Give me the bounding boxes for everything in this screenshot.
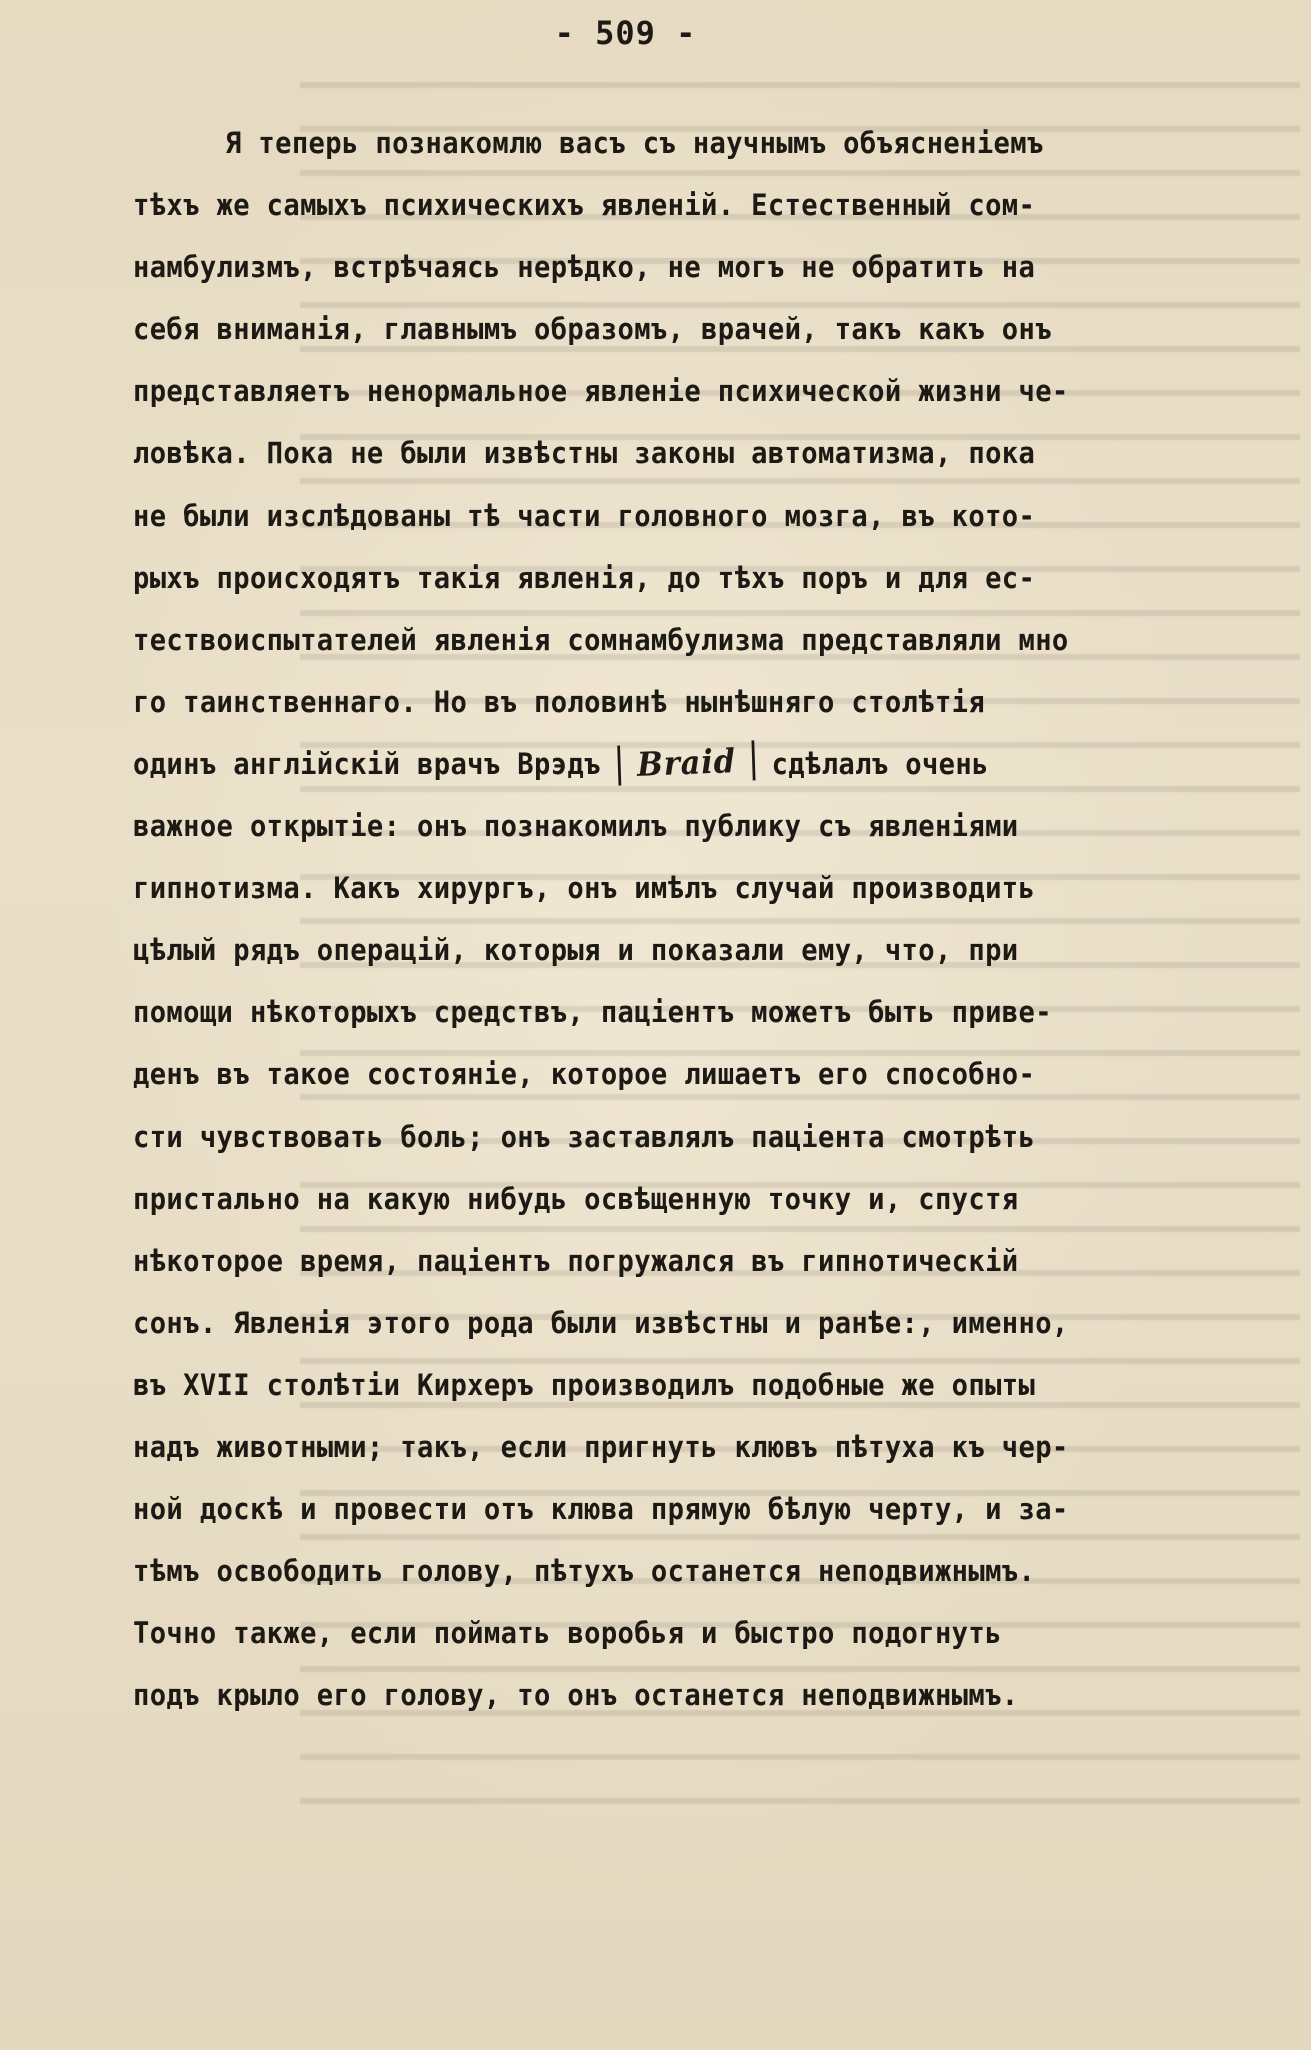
body-text bbox=[133, 112, 1303, 1726]
text-line: сти чувствовать боль; онъ заставлялъ паціента смотрѣть bbox=[133, 1119, 1036, 1154]
text-line: рыхъ происходятъ такія явленія, до тѣхъ поръ и для ес- bbox=[133, 560, 1036, 595]
text-line: подъ крыло его голову, то онъ останется неподвижнымъ. bbox=[133, 1678, 1019, 1713]
text-line: тѣхъ же самыхъ психическихъ явленій. Естественный сом- bbox=[133, 188, 1036, 223]
text-line: тествоиспытателей явленія сомнамбулизма представляли мно bbox=[133, 622, 1069, 657]
text-line: Я теперь познакомлю васъ съ научнымъ объясненіемъ bbox=[225, 126, 1044, 160]
text-line: не были изслѣдованы тѣ части головного мозга, въ кото- bbox=[133, 498, 1036, 533]
text-line: денъ въ такое состояніе, которое лишаетъ его способно- bbox=[133, 1057, 1036, 1092]
text-line: пристально на какую нибудь освѣщенную точку и, спустя bbox=[133, 1181, 1019, 1216]
text-line: въ XVII столѣтіи Кирхеръ производилъ подобные же опыты bbox=[133, 1367, 1036, 1402]
text-line: ной доскѣ и провести отъ клюва прямую бѣлую черту, и за- bbox=[133, 1492, 1069, 1527]
text-line: Точно также, если поймать воробья и быстро подогнуть bbox=[133, 1616, 1002, 1651]
text-line: помощи нѣкоторыхъ средствъ, паціентъ можетъ быть приве- bbox=[133, 995, 1052, 1030]
text-line: нѣкоторое время, паціентъ погружался въ гипнотическій bbox=[133, 1243, 1019, 1278]
text-line: надъ животными; такъ, если пригнуть клювъ пѣтуха къ чер- bbox=[133, 1429, 1069, 1464]
text-line: представляетъ ненормальное явленіе психической жизни че- bbox=[133, 374, 1069, 409]
page-number: - 509 - bbox=[554, 14, 697, 52]
text-line: тѣмъ освободить голову, пѣтухъ останется неподвижнымъ. bbox=[133, 1554, 1036, 1589]
line-text-before: одинъ англійскій врачъ Врэдъ bbox=[133, 746, 618, 781]
text-line: го таинственнаго. Но въ половинѣ нынѣшняго столѣтія bbox=[133, 684, 986, 719]
text-line: важное открытіе: онъ познакомилъ публику съ явленіями bbox=[133, 809, 1019, 844]
text-line: гипнотизма. Какъ хирургъ, онъ имѣлъ случай производить bbox=[133, 871, 1036, 906]
text-line: намбулизмъ, встрѣчаясь нерѣдко, не могъ не обратить на bbox=[133, 250, 1036, 285]
text-line: сонъ. Явленія этого рода были извѣстны и ранѣе:, именно, bbox=[133, 1305, 1069, 1340]
text-line: цѣлый рядъ операцій, которыя и показали ему, что, при bbox=[133, 933, 1019, 968]
text-line-with-annotation bbox=[133, 733, 1209, 795]
handwritten-annotation: Braid bbox=[617, 740, 756, 785]
line-text-after: сдѣлалъ очень bbox=[754, 746, 989, 781]
text-line: себя вниманія, главнымъ образомъ, врачей, такъ какъ онъ bbox=[133, 312, 1052, 347]
text-line: ловѣка. Пока не были извѣстны законы автоматизма, пока bbox=[133, 436, 1036, 471]
